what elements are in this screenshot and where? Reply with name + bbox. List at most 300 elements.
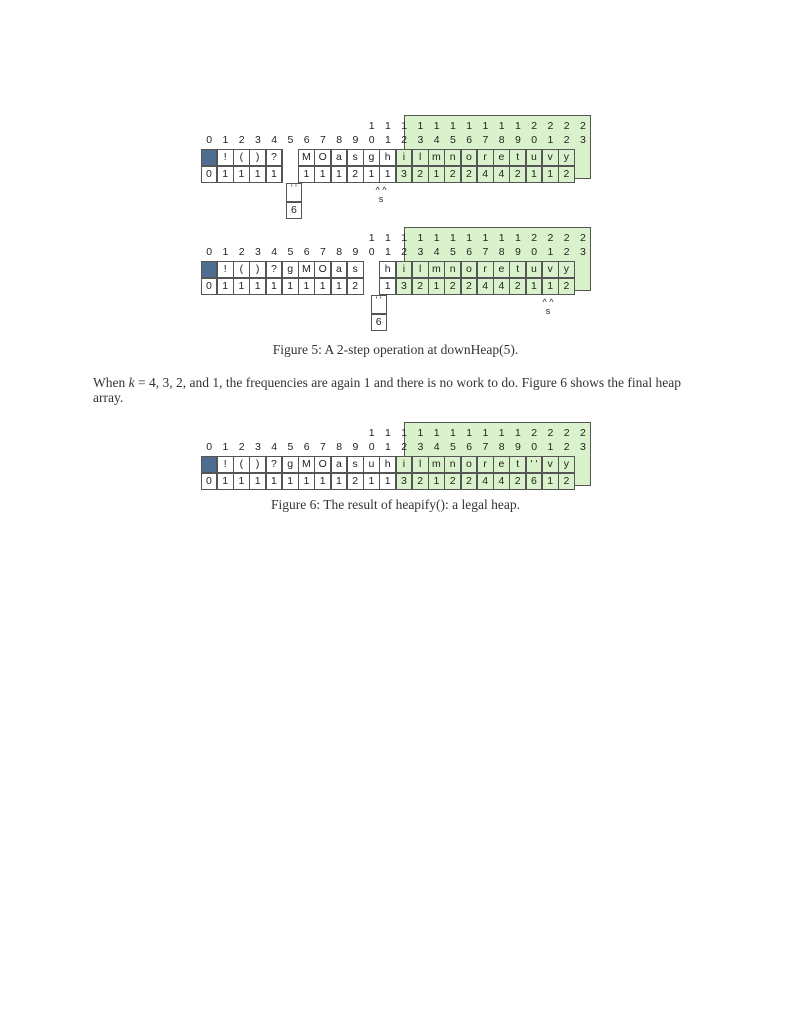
char-row: [201, 456, 591, 473]
index-label: [461, 232, 477, 264]
index-label: [445, 427, 461, 459]
index-ones: 0: [531, 246, 538, 258]
char-cell: (: [233, 149, 250, 166]
index-ones: 4: [271, 441, 278, 453]
char-cell: M: [298, 149, 315, 166]
index-ones: 7: [319, 441, 326, 453]
freq-cell: 1: [298, 473, 315, 490]
index-label: [575, 232, 591, 264]
char-cell: h: [379, 456, 396, 473]
char-cell: v: [542, 456, 559, 473]
index-label: [380, 120, 396, 152]
freq-cell: 2: [461, 473, 478, 490]
index-tens: 1: [466, 427, 473, 439]
index-label: [282, 427, 298, 459]
freq-cell: 1: [233, 278, 250, 295]
paragraph-after-k: = 4, 3, 2, and 1, the frequencies are again 1 and there is no work to do. Figure 6 shows the final heap array.: [93, 375, 681, 405]
sift-pointer: [538, 298, 558, 316]
index-ones: 1: [222, 441, 229, 453]
index-ones: 3: [579, 441, 586, 453]
freq-cell: 1: [542, 166, 559, 183]
freq-cell: 3: [396, 473, 413, 490]
char-cell: ?: [266, 149, 283, 166]
index-tens: 2: [563, 232, 570, 244]
char-cell: !: [217, 261, 234, 278]
index-label: [201, 232, 217, 264]
pointer-marks: ^ ^: [542, 297, 554, 307]
freq-cell: 4: [477, 278, 494, 295]
index-label: [510, 232, 526, 264]
index-tens: 1: [482, 120, 489, 132]
freq-cell: 3: [396, 278, 413, 295]
index-ones: 8: [498, 441, 505, 453]
index-ones: 6: [303, 441, 310, 453]
freq-cell: 2: [558, 278, 575, 295]
freq-cell: 1: [233, 166, 250, 183]
char-cell: i: [396, 456, 413, 473]
freq-cell: 1: [282, 473, 299, 490]
index-tens: 2: [579, 427, 586, 439]
freq-row: [201, 278, 591, 295]
index-ones: 3: [254, 134, 261, 146]
freq-cell: 2: [444, 473, 461, 490]
freq-cell: 1: [526, 166, 543, 183]
char-cell: ' ': [526, 456, 543, 473]
index-label: [299, 427, 315, 459]
freq-cell: 1: [314, 278, 331, 295]
index-ones: 5: [287, 246, 294, 258]
index-ones: 7: [482, 134, 489, 146]
freq-cell: 1: [363, 473, 380, 490]
char-cell: u: [363, 456, 380, 473]
freq-cell: 1: [314, 166, 331, 183]
index-ones: 5: [287, 134, 294, 146]
index-tens: 2: [547, 232, 554, 244]
index-ones: 2: [238, 134, 245, 146]
index-label: [315, 232, 331, 264]
freq-cell: 2: [347, 473, 364, 490]
char-cell: y: [558, 149, 575, 166]
index-ones: 1: [547, 441, 554, 453]
index-label: [201, 120, 217, 152]
index-ones: 4: [433, 134, 440, 146]
freq-cell: 2: [558, 166, 575, 183]
index-tens: 1: [417, 120, 424, 132]
index-label: [575, 427, 591, 459]
index-ones: 6: [303, 134, 310, 146]
index-label: [315, 120, 331, 152]
index-ones: 0: [368, 441, 375, 453]
index-label: [364, 120, 380, 152]
freq-cell: 1: [363, 166, 380, 183]
char-cell: (: [233, 456, 250, 473]
index-tens: 1: [368, 427, 375, 439]
index-tens: 1: [433, 120, 440, 132]
freq-cell: 2: [509, 278, 526, 295]
index-label: [559, 120, 575, 152]
index-label: [380, 427, 396, 459]
index-label: [380, 232, 396, 264]
index-tens: 1: [466, 120, 473, 132]
index-ones: 3: [417, 246, 424, 258]
index-label: [542, 427, 558, 459]
index-label: [282, 232, 298, 264]
index-ones: 6: [466, 441, 473, 453]
index-label: [201, 427, 217, 459]
index-label: [266, 120, 282, 152]
index-label: [347, 232, 363, 264]
index-ones: 2: [238, 441, 245, 453]
index-label: [494, 232, 510, 264]
char-cell: [201, 149, 218, 166]
index-tens: 2: [531, 427, 538, 439]
index-label: [510, 120, 526, 152]
index-label: [542, 120, 558, 152]
freq-cell: [363, 278, 380, 295]
sift-pointer: [371, 186, 391, 204]
index-tens: 1: [417, 427, 424, 439]
freq-row: [201, 166, 591, 183]
body-paragraph: [93, 375, 703, 405]
freq-cell: 2: [444, 278, 461, 295]
freq-cell: 1: [526, 278, 543, 295]
index-label: [234, 120, 250, 152]
index-ones: 1: [222, 134, 229, 146]
char-cell: s: [347, 261, 364, 278]
char-cell: t: [509, 456, 526, 473]
index-label: [494, 427, 510, 459]
index-label: [526, 120, 542, 152]
index-tens: 1: [401, 120, 408, 132]
index-label: [510, 427, 526, 459]
index-label: [412, 120, 428, 152]
index-ones: 1: [384, 441, 391, 453]
index-ones: 7: [482, 441, 489, 453]
char-cell: u: [526, 149, 543, 166]
index-tens: 1: [433, 232, 440, 244]
char-cell: [282, 149, 299, 166]
char-cell: l: [412, 149, 429, 166]
char-cell: m: [428, 149, 445, 166]
char-cell: i: [396, 149, 413, 166]
index-ones: 0: [531, 441, 538, 453]
index-label: [364, 427, 380, 459]
char-cell: [201, 261, 218, 278]
index-label: [559, 232, 575, 264]
heap-diagram-step-1: [201, 120, 591, 224]
index-row: [201, 427, 591, 459]
index-ones: 1: [384, 246, 391, 258]
char-cell: M: [298, 261, 315, 278]
index-ones: 2: [401, 246, 408, 258]
index-label: [331, 232, 347, 264]
index-label: [477, 232, 493, 264]
char-cell: O: [314, 149, 331, 166]
index-label: [542, 232, 558, 264]
index-tens: 1: [498, 427, 505, 439]
index-ones: 3: [254, 441, 261, 453]
index-tens: 1: [384, 427, 391, 439]
index-ones: 4: [271, 246, 278, 258]
freq-cell: 2: [558, 473, 575, 490]
index-tens: 1: [482, 427, 489, 439]
index-label: [347, 427, 363, 459]
index-tens: 1: [433, 427, 440, 439]
index-label: [412, 232, 428, 264]
index-row: [201, 120, 591, 152]
char-cell: t: [509, 149, 526, 166]
index-label: [217, 232, 233, 264]
freq-cell: 1: [331, 166, 348, 183]
index-ones: 3: [254, 246, 261, 258]
char-cell: n: [444, 261, 461, 278]
pointer-label: s: [378, 194, 384, 204]
char-cell: s: [347, 149, 364, 166]
char-cell: n: [444, 456, 461, 473]
char-cell: y: [558, 456, 575, 473]
index-label: [331, 120, 347, 152]
index-ones: 7: [482, 246, 489, 258]
char-cell: v: [542, 149, 559, 166]
index-ones: 2: [401, 441, 408, 453]
char-cell: ?: [266, 261, 283, 278]
index-ones: 9: [514, 134, 521, 146]
freq-cell: 1: [217, 473, 234, 490]
char-cell: !: [217, 456, 234, 473]
index-label: [461, 427, 477, 459]
char-cell: r: [477, 261, 494, 278]
index-tens: 2: [563, 427, 570, 439]
index-tens: 2: [579, 232, 586, 244]
freq-cell: 1: [266, 473, 283, 490]
index-ones: 2: [563, 441, 570, 453]
index-label: [250, 427, 266, 459]
freq-cell: 1: [379, 166, 396, 183]
freq-cell: 2: [412, 473, 429, 490]
index-ones: 3: [579, 134, 586, 146]
char-cell: e: [493, 149, 510, 166]
char-cell: r: [477, 149, 494, 166]
freq-cell: 1: [249, 166, 266, 183]
index-label: [299, 232, 315, 264]
index-ones: 4: [271, 134, 278, 146]
index-tens: 1: [514, 427, 521, 439]
char-cell: o: [461, 456, 478, 473]
freq-cell: 1: [428, 473, 445, 490]
char-cell: g: [282, 261, 299, 278]
char-cell: r: [477, 456, 494, 473]
char-cell: v: [542, 261, 559, 278]
index-label: [445, 232, 461, 264]
pointer-marks: ^ ^: [375, 185, 387, 195]
freq-cell: 1: [282, 278, 299, 295]
freq-cell: 1: [314, 473, 331, 490]
index-tens: 1: [498, 120, 505, 132]
freq-row: [201, 473, 591, 490]
char-cell: u: [526, 261, 543, 278]
index-ones: 5: [449, 441, 456, 453]
index-ones: 7: [319, 246, 326, 258]
char-cell: O: [314, 456, 331, 473]
index-tens: 2: [531, 120, 538, 132]
index-label: [412, 427, 428, 459]
freq-cell: 1: [428, 278, 445, 295]
freq-cell: 1: [298, 278, 315, 295]
freq-cell: 1: [249, 278, 266, 295]
char-cell: h: [379, 149, 396, 166]
freq-cell: 4: [477, 473, 494, 490]
index-label: [347, 120, 363, 152]
index-ones: 1: [384, 134, 391, 146]
char-cell: y: [558, 261, 575, 278]
index-tens: 1: [449, 427, 456, 439]
freq-cell: 1: [428, 166, 445, 183]
index-tens: 1: [368, 120, 375, 132]
index-ones: 2: [238, 246, 245, 258]
freq-cell: 2: [461, 278, 478, 295]
char-cell: (: [233, 261, 250, 278]
freq-cell: 4: [493, 278, 510, 295]
freq-cell: 1: [379, 473, 396, 490]
index-tens: 2: [531, 232, 538, 244]
index-tens: 2: [547, 427, 554, 439]
index-label: [429, 232, 445, 264]
char-cell: l: [412, 261, 429, 278]
freq-cell: 1: [217, 166, 234, 183]
freq-cell: 0: [201, 278, 218, 295]
index-label: [266, 427, 282, 459]
index-ones: 5: [449, 134, 456, 146]
freq-cell: 1: [249, 473, 266, 490]
index-ones: 2: [401, 134, 408, 146]
freq-cell: 1: [542, 278, 559, 295]
index-ones: 6: [466, 134, 473, 146]
char-cell: h: [379, 261, 396, 278]
index-label: [364, 232, 380, 264]
paragraph-before-k: When: [93, 375, 129, 390]
index-ones: 3: [417, 134, 424, 146]
blank-label-cell: ' ': [371, 295, 387, 314]
index-tens: 1: [514, 232, 521, 244]
char-cell: [201, 456, 218, 473]
index-label: [234, 232, 250, 264]
index-label: [445, 120, 461, 152]
figure-5-caption: Figure 5: A 2-step operation at downHeap(5).: [272, 342, 519, 357]
char-cell: ?: [266, 456, 283, 473]
freq-cell: 0: [201, 473, 218, 490]
index-label: [559, 427, 575, 459]
char-cell: ): [249, 149, 266, 166]
char-cell: a: [331, 456, 348, 473]
heap-diagram-final: [201, 427, 591, 497]
index-tens: 1: [368, 232, 375, 244]
freq-cell: 1: [542, 473, 559, 490]
index-label: [331, 427, 347, 459]
index-ones: 8: [336, 441, 343, 453]
index-ones: 5: [287, 441, 294, 453]
index-label: [217, 427, 233, 459]
char-cell: e: [493, 261, 510, 278]
char-cell: O: [314, 261, 331, 278]
index-tens: 1: [384, 120, 391, 132]
pointer-label: s: [545, 306, 551, 316]
index-ones: 0: [206, 441, 213, 453]
index-tens: 1: [498, 232, 505, 244]
index-ones: 8: [498, 246, 505, 258]
index-ones: 9: [514, 441, 521, 453]
figure-6-caption: Figure 6: The result of heapify(): a legal heap.: [270, 497, 521, 512]
freq-cell: 2: [347, 166, 364, 183]
freq-cell: 2: [461, 166, 478, 183]
char-row: [201, 149, 591, 166]
freq-cell: 2: [509, 473, 526, 490]
freq-cell: 1: [233, 473, 250, 490]
char-cell: n: [444, 149, 461, 166]
freq-cell: 4: [493, 473, 510, 490]
char-cell: M: [298, 456, 315, 473]
freq-cell: 2: [509, 166, 526, 183]
index-tens: 2: [563, 120, 570, 132]
index-label: [299, 120, 315, 152]
index-ones: 0: [206, 246, 213, 258]
index-ones: 0: [368, 134, 375, 146]
char-cell: o: [461, 261, 478, 278]
index-ones: 9: [352, 441, 359, 453]
freq-cell: 2: [412, 166, 429, 183]
freq-cell: 1: [331, 473, 348, 490]
index-ones: 9: [352, 134, 359, 146]
index-ones: 6: [466, 246, 473, 258]
char-cell: i: [396, 261, 413, 278]
index-tens: 1: [417, 232, 424, 244]
freq-cell: 1: [217, 278, 234, 295]
freq-cell: [282, 166, 299, 183]
index-label: [234, 427, 250, 459]
freq-cell: 3: [396, 166, 413, 183]
index-label: [526, 232, 542, 264]
char-cell: g: [282, 456, 299, 473]
freq-cell: 6: [526, 473, 543, 490]
index-tens: 1: [449, 232, 456, 244]
index-tens: 1: [482, 232, 489, 244]
char-cell: [363, 261, 380, 278]
index-label: [396, 427, 412, 459]
index-label: [526, 427, 542, 459]
index-label: [429, 120, 445, 152]
char-cell: a: [331, 261, 348, 278]
index-ones: 3: [579, 246, 586, 258]
char-cell: ): [249, 456, 266, 473]
index-ones: 8: [336, 246, 343, 258]
index-label: [461, 120, 477, 152]
index-label: [396, 120, 412, 152]
char-cell: o: [461, 149, 478, 166]
index-ones: 0: [206, 134, 213, 146]
index-ones: 9: [514, 246, 521, 258]
index-tens: 2: [547, 120, 554, 132]
index-label: [315, 427, 331, 459]
index-label: [217, 120, 233, 152]
index-ones: 1: [222, 246, 229, 258]
freq-cell: 2: [412, 278, 429, 295]
variable-k: k: [128, 375, 135, 390]
index-ones: 3: [417, 441, 424, 453]
char-cell: g: [363, 149, 380, 166]
index-label: [575, 120, 591, 152]
index-label: [396, 232, 412, 264]
heap-diagram-step-2: [201, 232, 591, 336]
freq-cell: 1: [331, 278, 348, 295]
